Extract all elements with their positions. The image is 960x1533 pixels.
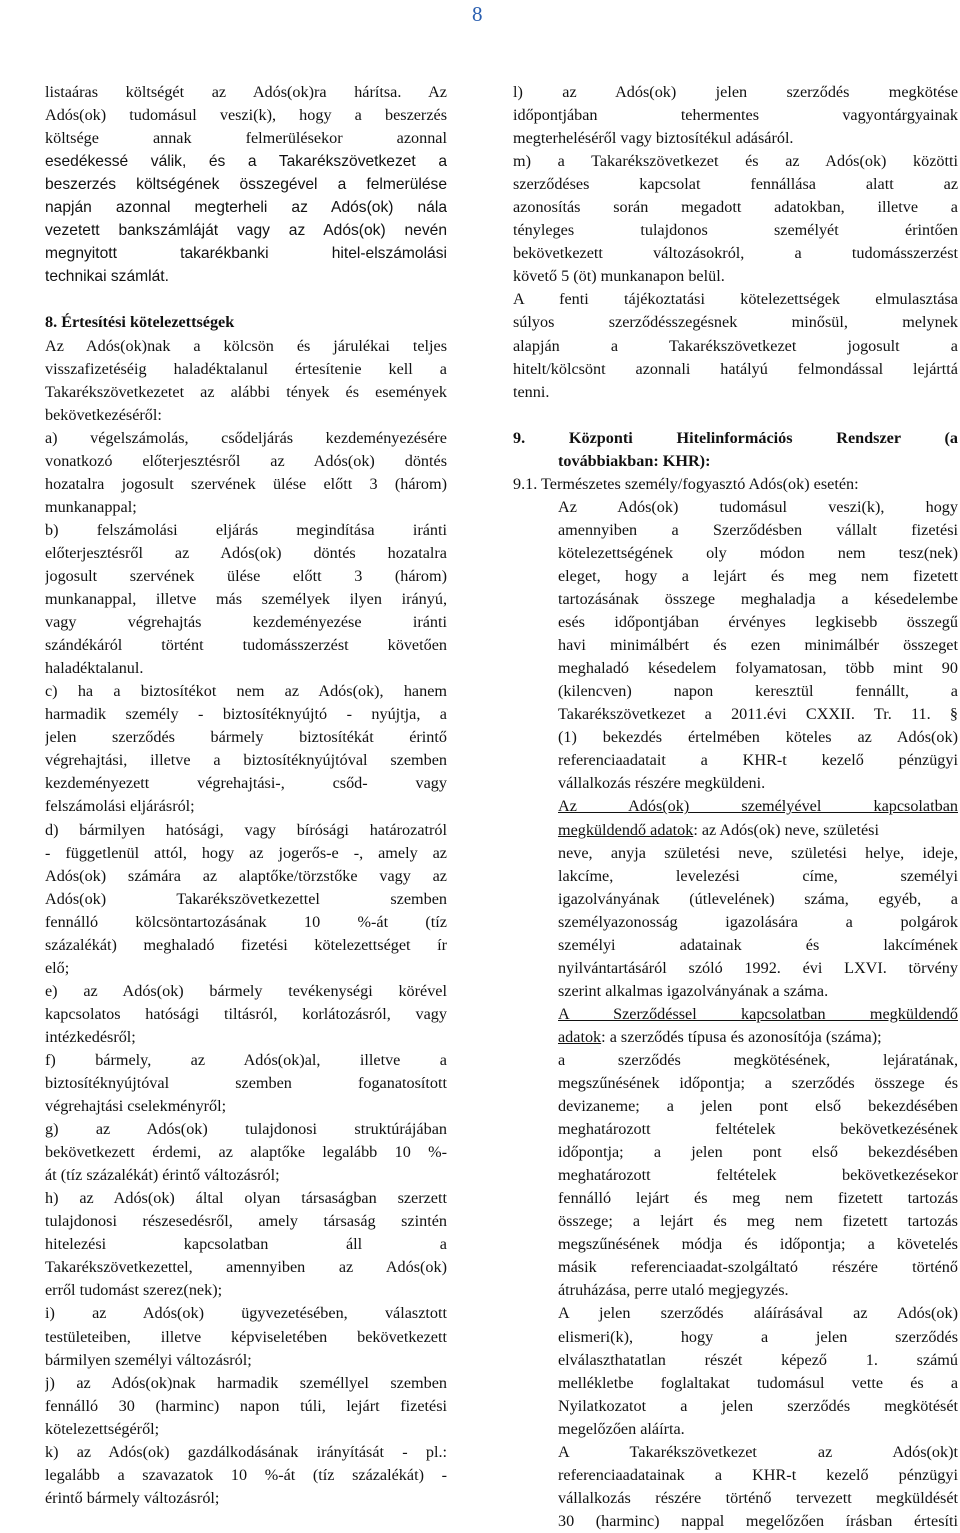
khr-paragraph-1 (513, 496, 958, 796)
left-column (45, 81, 447, 1510)
text-line: átruházása, perre utaló megjegyzés. (558, 1281, 789, 1300)
item-line: munkanappal; (45, 497, 137, 516)
item-line: hozatalra jogosult szervének ülése előtt 3 (három) (45, 474, 447, 493)
text-line: A Takarékszövetkezet az Adós(ok)t (558, 1442, 958, 1461)
page-number: 8 (472, 2, 483, 26)
text-line: költsége annak felmerülésekor azonnal (45, 129, 447, 148)
section-8-heading: 8. Értesítési kötelezettségek (45, 313, 235, 332)
text-line: bekövetkezéséről: (45, 405, 162, 424)
section-9-heading-cont: továbbiakban: KHR): (558, 451, 711, 470)
intro-paragraph (45, 81, 447, 288)
khr-paragraph-declaration (513, 1302, 958, 1440)
text-line: Takarékszövetkezet a 2011.évi CXXII. Tr. 11. § (558, 705, 958, 724)
text-line: visszafizetéséig haladéktalanul értesítenie kell a (45, 359, 447, 378)
text-line: személyazonosság igazolására a polgárok (558, 912, 958, 931)
item-line: j) az Adós(ok)nak harmadik személlyel szemben (45, 1373, 447, 1392)
text-line: devizaneme; a jelen pont első bekezdésében (558, 1097, 958, 1116)
text-line: meghaladó késedelem folyamatosan, több mint 90 (558, 659, 958, 678)
item-line: kötelezettségéről; (45, 1419, 160, 1438)
text-line: meghatározott feltételek bekövetkezésekor (558, 1166, 958, 1185)
text-line: időpontja; a jelen pont első bekezdésében (558, 1143, 958, 1162)
item-line: át (tíz százalékát) érintő változásról; (45, 1166, 280, 1185)
item-line: testületeiben, illetve képviseletében bekövetkezett (45, 1327, 447, 1346)
right-column (513, 81, 958, 1533)
item-line: erről tudomást szerez(nek); (45, 1281, 223, 1300)
item-line: bármilyen személyi változásról; (45, 1350, 252, 1369)
item-line: c) ha a biztosítékot nem az Adós(ok), hanem (45, 682, 447, 701)
text-line: referenciaadatainak a KHR-t kezelő pénzügyi (558, 1465, 958, 1484)
text-line: lakcíme, levelezési címe, személyi (558, 866, 958, 885)
text-line: l) az Adós(ok) jelen szerződés megkötése (513, 83, 958, 101)
item-line: f) bármely, az Adós(ok)al, illetve a (45, 1050, 447, 1069)
item-line: d) bármilyen hatósági, vagy bírósági határozatról (45, 820, 447, 839)
text-line (558, 1026, 958, 1049)
underlined-label: adatok (558, 1027, 602, 1046)
item-line: e) az Adós(ok) bármely tevékenységi körével (45, 981, 447, 1000)
text-line: bekövetkezett változásokról, a tudomásszerzést (513, 244, 958, 263)
underlined-label: A Szerződéssel kapcsolatban megküldendő (558, 1004, 958, 1023)
item-line: biztosítéknyújtóval szemben foganatosított (45, 1074, 447, 1093)
text-line: Takarékszövetkezetet az alábbi tények és események (45, 382, 447, 401)
item-line: Adós(ok) Takarékszövetkezettel szemben (45, 889, 447, 908)
text-fragment: : a szerződés típusa és azonosítója (száma); (601, 1027, 882, 1046)
text-line: nyilvántartásáról szóló 1992. évi LXVI. törvény (558, 958, 958, 977)
khr-paragraph-notification (513, 1441, 958, 1533)
text-line: szerződéses kapcsolat fennállása alatt az (513, 175, 958, 194)
text-line: vezetett bankszámláját vagy az Adós(ok) nevén (45, 222, 447, 240)
item-line: előterjesztésről az Adós(ok) döntés hozatalra (45, 543, 447, 562)
text-line: technikai számlát. (45, 268, 169, 286)
text-line: neve, anyja születési neve, születési helye, ideje, (558, 843, 958, 862)
text-line: A fenti tájékoztatási kötelezettségek elmulasztása (513, 290, 958, 309)
item-line: felszámolási eljárásról; (45, 797, 195, 816)
text-line: összege; a lejárt és meg nem fizetett tartozás (558, 1212, 958, 1231)
text-line: alapján a Takarékszövetkezet jogosult a (513, 336, 958, 355)
items-l-m-and-notice (513, 81, 958, 404)
item-line: g) az Adós(ok) tulajdonosi struktúrájában (45, 1120, 447, 1139)
text-line: hitelt/kölcsönt azonnali hatályú felmondással lejárttá (513, 359, 958, 378)
text-line: megterheléséről vagy biztosítékul adásáról. (513, 129, 794, 148)
text-line: megnyitott takarékbanki hitel-elszámolási (45, 245, 447, 263)
text-line: 30 (harminc) nappal megelőzően írásban értesíti (558, 1511, 958, 1530)
text-line: m) a Takarékszövetkezet és az Adós(ok) közötti (513, 152, 958, 171)
text-line: elválaszthatatlan részét képező 1. számú (558, 1350, 958, 1369)
text-line: tényleges tulajdonos személyét érintően (513, 221, 958, 240)
item-line: a) végelszámolás, csődeljárás kezdeményezésére (45, 428, 447, 447)
khr-paragraph-personal-data (513, 795, 958, 1002)
text-line: tenni. (513, 382, 550, 401)
text-line: súlyos szerződésszegésnek minősül, melynek (513, 313, 958, 332)
item-line: harmadik személy - biztosítéknyújtó - nyújtja, a (45, 705, 447, 724)
text-line: meghatározott feltételek bekövetkezésének (558, 1120, 958, 1139)
text-line: A jelen szerződés aláírásával az Adós(ok) (558, 1304, 958, 1323)
text-line: megszűnésének módja és időpontja; a követelés (558, 1235, 958, 1254)
item-line: - függetlenül attól, hogy az jogerős-e -, amely az (45, 843, 447, 862)
text-line: azonosítás során megadott adatokban, illetve a (513, 198, 958, 217)
item-line: jelen szerződés bármely biztosítékát érintő (45, 728, 447, 747)
text-line: amennyiben a Szerződésben vállalt fizetési (558, 520, 958, 539)
text-line: elismeri(k), hogy a jelen szerződés (558, 1327, 958, 1346)
text-line: követő 5 (öt) munkanapon belül. (513, 267, 725, 286)
text-line: (1) bekezdés értelmében köteles az Adós(ok) (558, 728, 958, 747)
text-line: kötelezettségének oly módon nem tesz(nek) (558, 543, 958, 562)
text-line: a szerződés megkötésének, lejáratának, (558, 1050, 958, 1069)
text-line: referenciaadatait a KHR-t kezelő pénzügyi (558, 751, 958, 770)
text-line: mellékletbe foglaltakat tudomásul vette és a (558, 1373, 958, 1392)
text-line: havi minimálbért és ezen minimálbér összeget (558, 636, 958, 655)
item-line: intézkedésről; (45, 1027, 136, 1046)
section-9-1-title: 9.1. Természetes személy/fogyasztó Adós(ok) esetén: (513, 474, 859, 493)
item-line: jogosult szervének ülése előtt 3 (három) (45, 566, 447, 585)
item-line: vonatkozó előterjesztésről az Adós(ok) döntés (45, 451, 447, 470)
item-line: végrehajtási cselekményről; (45, 1097, 227, 1116)
item-line: Takarékszövetkezettel, amennyiben az Adós(ok) (45, 1258, 447, 1277)
text-line: Az Adós(ok)nak a kölcsön és járulékai teljes (45, 336, 447, 355)
item-line: i) az Adós(ok) ügyvezetésében, választott (45, 1304, 447, 1323)
item-line: végrehajtási, illetve a biztosítéknyújtóval szemben (45, 751, 447, 770)
item-line: hitelezési kapcsolatban áll a (45, 1235, 447, 1254)
text-line (558, 819, 958, 842)
text-line: vállalkozás részére történő tervezett megküldését (558, 1488, 958, 1507)
item-line: elő; (45, 958, 70, 977)
item-line: fennálló 30 (harminc) napon túli, lejárt fizetési (45, 1396, 447, 1415)
text-line: fennálló lejárt és meg nem fizetett tartozás (558, 1189, 958, 1208)
text-line: esedékessé válik, és a Takarékszövetkezet a (45, 153, 447, 171)
item-line: vagy végrehajtás kezdeményezése iránti (45, 613, 447, 632)
item-line: haladéktalanul. (45, 659, 144, 678)
item-line: munkanappal, illetve más személyek ilyen irányú, (45, 590, 447, 609)
item-line: fennálló kölcsöntartozásának 10 %-át (tíz (45, 912, 447, 931)
item-line: kapcsolatos hatósági tiltásról, korlátozásról, vagy (45, 1004, 447, 1023)
text-line: személyi adatainak és lakcímének (558, 935, 958, 954)
item-line: szándékáról történt tudomásszerzést követően (45, 636, 447, 655)
item-line: bekövetkezett érdemi, az alaptőke legalább 10 %- (45, 1143, 447, 1162)
text-line: beszerzés költségének összegével a felmerülése (45, 176, 447, 194)
item-line: k) az Adós(ok) gazdálkodásának irányítását - pl.: (45, 1442, 447, 1461)
text-line: Az Adós(ok) tudomásul veszi(k), hogy (558, 497, 958, 516)
item-line: h) az Adós(ok) által olyan társaságban szerzett (45, 1189, 447, 1208)
item-line: b) felszámolási eljárás megindítása iránti (45, 520, 447, 539)
text-line: másik referenciaadat-szolgáltató részére történő (558, 1258, 958, 1277)
text-line: esés időpontjában érvényes legkisebb összegű (558, 613, 958, 632)
item-line: kezdeményezett végrehajtási-, csőd- vagy (45, 774, 447, 793)
section-8-items (45, 427, 447, 1510)
text-line: (kilencven) napon keresztül fennállt, a (558, 682, 958, 701)
text-line: szerint alkalmas igazolványának a száma. (558, 981, 829, 1000)
text-line: napján azonnal megterheli az Adós(ok) nála (45, 199, 447, 217)
text-line: listaáras költségét az Adós(ok)ra hárítsa. Az (45, 83, 447, 101)
section-8-intro (45, 335, 447, 427)
item-line: százalékát) meghaladó fizetési kötelezettséget ír (45, 935, 447, 954)
text-line: időpontjában tehermentes vagyontárgyainak (513, 106, 958, 125)
text-line: Adós(ok) tudomásul veszi(k), hogy a beszerzés (45, 106, 447, 125)
text-fragment: : az Adós(ok) neve, születési (693, 820, 879, 839)
item-line: legalább a szavazatok 10 %-át (tíz százalékát) - (45, 1465, 447, 1484)
text-line: megelőzően aláírta. (558, 1419, 685, 1438)
text-line: megszűnésének időpontja; a szerződés összege és (558, 1074, 958, 1093)
item-line: érintő bármely változásról; (45, 1488, 220, 1507)
text-line: vállalkozás részére megküldeni. (558, 774, 766, 793)
khr-paragraph-contract-data (513, 1003, 958, 1303)
text-line: igazolványának (útlevelének) száma, egyéb, a (558, 889, 958, 908)
underlined-label: Az Adós(ok) személyével kapcsolatban (558, 797, 958, 816)
item-line: Adós(ok) számára az alaptőke/törzstőke vagy az (45, 866, 447, 885)
underlined-label: megküldendő adatok (558, 820, 694, 839)
text-line: tartozásának összege meghaladja a késedelembe (558, 590, 958, 609)
text-line: Nyilatkozatot a jelen szerződés megkötését (558, 1396, 958, 1415)
section-9-heading: 9. Központi Hitelinformációs Rendszer (a (513, 428, 958, 447)
text-line: eleget, hogy a lejárt és meg nem fizetett (558, 566, 958, 585)
item-line: tulajdonosi részesedésről, amely társaság szintén (45, 1212, 447, 1231)
